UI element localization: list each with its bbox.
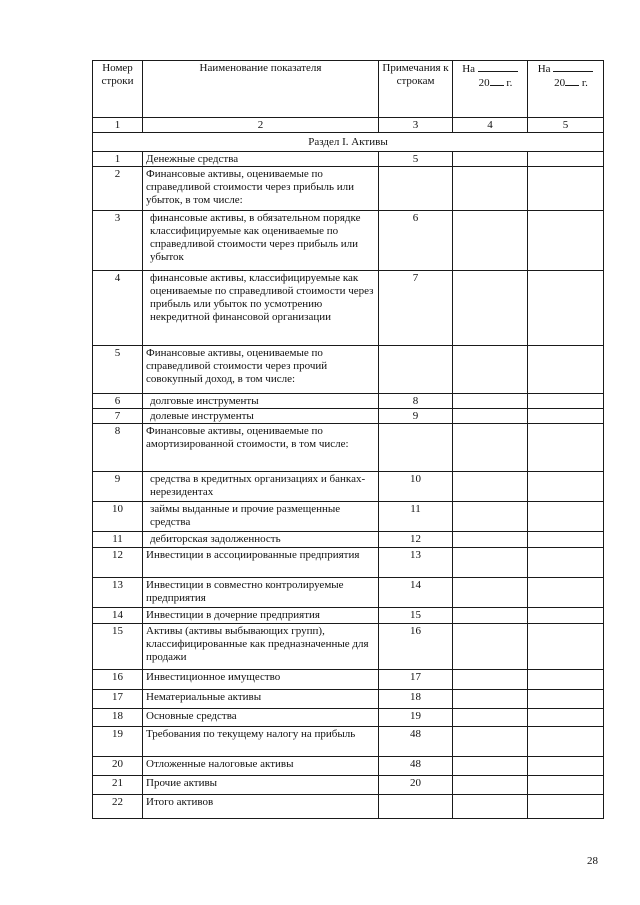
- table-row: [93, 757, 604, 776]
- period-1-date-blank: [478, 62, 518, 72]
- indicator-name: долговые инструменты: [143, 394, 379, 409]
- row-note: 9: [379, 409, 453, 424]
- period-2-value: [528, 167, 604, 211]
- row-number: 12: [93, 548, 143, 578]
- period-1-value: [453, 624, 528, 670]
- row-number: 6: [93, 394, 143, 409]
- period-2-value: [528, 727, 604, 757]
- column-number: 5: [528, 118, 604, 133]
- row-note: 15: [379, 608, 453, 624]
- row-number: 9: [93, 472, 143, 502]
- period-1-value: [453, 776, 528, 795]
- header-period-2: [528, 61, 604, 118]
- row-note: [379, 346, 453, 394]
- period-1-year-blank: [490, 76, 504, 86]
- table-row: [93, 608, 604, 624]
- indicator-name: Инвестиции в ассоциированные предприятия: [143, 548, 379, 578]
- row-number: 5: [93, 346, 143, 394]
- header-period-1: [453, 61, 528, 118]
- table-row: [93, 727, 604, 757]
- period-1-value: [453, 271, 528, 346]
- period-1-value: [453, 709, 528, 727]
- table-row: [93, 211, 604, 271]
- period-1-value: [453, 502, 528, 532]
- row-number: 1: [93, 152, 143, 167]
- period-2-value: [528, 757, 604, 776]
- row-note: 6: [379, 211, 453, 271]
- period-1-value: [453, 152, 528, 167]
- column-numbers-row: [93, 118, 604, 133]
- indicator-name: Нематериальные активы: [143, 690, 379, 709]
- table-row: [93, 670, 604, 690]
- row-number: 16: [93, 670, 143, 690]
- period-2-value: [528, 548, 604, 578]
- table-row: [93, 271, 604, 346]
- table-row: [93, 690, 604, 709]
- indicator-name: Финансовые активы, оцениваемые по амортизированной стоимости, в том числе:: [143, 424, 379, 472]
- table-row: [93, 394, 604, 409]
- row-note: [379, 167, 453, 211]
- indicator-name: Требования по текущему налогу на прибыль: [143, 727, 379, 757]
- period-1-prefix: На: [462, 63, 476, 75]
- period-1-value: [453, 167, 528, 211]
- table-row: [93, 409, 604, 424]
- column-number: 1: [93, 118, 143, 133]
- row-number: 2: [93, 167, 143, 211]
- row-number: 18: [93, 709, 143, 727]
- period-2-value: [528, 578, 604, 608]
- period-2-prefix: На: [537, 63, 551, 75]
- indicator-name: займы выданные и прочие размещенные средства: [143, 502, 379, 532]
- row-number: 13: [93, 578, 143, 608]
- indicator-name: Итого активов: [143, 795, 379, 819]
- period-2-year-suffix: г.: [581, 77, 588, 89]
- indicator-name: Прочие активы: [143, 776, 379, 795]
- table-row: [93, 346, 604, 394]
- table-row: [93, 578, 604, 608]
- row-note: 12: [379, 532, 453, 548]
- row-number: 14: [93, 608, 143, 624]
- row-note: 18: [379, 690, 453, 709]
- period-2-value: [528, 795, 604, 819]
- indicator-name: Инвестиционное имущество: [143, 670, 379, 690]
- row-number: 21: [93, 776, 143, 795]
- row-note: 19: [379, 709, 453, 727]
- table-row: [93, 532, 604, 548]
- period-1-year-suffix: г.: [506, 77, 513, 89]
- indicator-name: Денежные средства: [143, 152, 379, 167]
- indicator-name: Финансовые активы, оцениваемые по справедливой стоимости через прочий совокупный доход, в том числе:: [143, 346, 379, 394]
- period-2-value: [528, 394, 604, 409]
- period-1-value: [453, 409, 528, 424]
- indicator-name: Инвестиции в совместно контролируемые предприятия: [143, 578, 379, 608]
- period-1-value: [453, 757, 528, 776]
- period-2-value: [528, 690, 604, 709]
- period-2-date-blank: [553, 62, 593, 72]
- period-2-value: [528, 472, 604, 502]
- period-2-value: [528, 211, 604, 271]
- period-2-value: [528, 709, 604, 727]
- row-note: 13: [379, 548, 453, 578]
- row-number: 8: [93, 424, 143, 472]
- indicator-name: дебиторская задолженность: [143, 532, 379, 548]
- period-2-value: [528, 346, 604, 394]
- page-number: 28: [587, 855, 598, 867]
- indicator-name: Основные средства: [143, 709, 379, 727]
- indicator-name: Инвестиции в дочерние предприятия: [143, 608, 379, 624]
- row-note: 7: [379, 271, 453, 346]
- period-2-value: [528, 624, 604, 670]
- row-number: 10: [93, 502, 143, 532]
- assets-table: [92, 60, 604, 819]
- period-2-value: [528, 776, 604, 795]
- table-row: [93, 795, 604, 819]
- section-title: Раздел I. Активы: [93, 133, 604, 152]
- period-1-value: [453, 346, 528, 394]
- table-row: [93, 709, 604, 727]
- period-2-value: [528, 152, 604, 167]
- row-number: 20: [93, 757, 143, 776]
- row-number: 17: [93, 690, 143, 709]
- period-2-value: [528, 532, 604, 548]
- row-note: 8: [379, 394, 453, 409]
- period-1-value: [453, 394, 528, 409]
- row-note: 14: [379, 578, 453, 608]
- row-note: 48: [379, 757, 453, 776]
- header-row-number: Номер строки: [93, 61, 143, 118]
- table-header-row: [93, 61, 604, 118]
- period-2-year-blank: [565, 76, 579, 86]
- period-1-value: [453, 472, 528, 502]
- header-indicator-name: Наименование показателя: [143, 61, 379, 118]
- period-1-value: [453, 578, 528, 608]
- table-row: [93, 152, 604, 167]
- row-number: 22: [93, 795, 143, 819]
- period-2-value: [528, 670, 604, 690]
- indicator-name: Финансовые активы, оцениваемые по справедливой стоимости через прибыль или убыток, в том числе:: [143, 167, 379, 211]
- row-note: 17: [379, 670, 453, 690]
- period-1-value: [453, 211, 528, 271]
- period-2-value: [528, 502, 604, 532]
- indicator-name: финансовые активы, классифицируемые как оцениваемые по справедливой стоимости через прибыль или убыток по усмотрению некредитной финансовой организации: [143, 271, 379, 346]
- table-row: [93, 548, 604, 578]
- table-row: [93, 624, 604, 670]
- period-1-value: [453, 532, 528, 548]
- period-1-value: [453, 424, 528, 472]
- row-note: 5: [379, 152, 453, 167]
- period-1-year-prefix: 20: [478, 77, 490, 89]
- period-2-value: [528, 424, 604, 472]
- period-1-value: [453, 690, 528, 709]
- indicator-name: долевые инструменты: [143, 409, 379, 424]
- column-number: 2: [143, 118, 379, 133]
- column-number: 4: [453, 118, 528, 133]
- period-1-value: [453, 608, 528, 624]
- table-row: [93, 424, 604, 472]
- table-row: [93, 167, 604, 211]
- header-notes: Примечания к строкам: [379, 61, 453, 118]
- period-2-value: [528, 608, 604, 624]
- row-note: 16: [379, 624, 453, 670]
- row-number: 7: [93, 409, 143, 424]
- indicator-name: финансовые активы, в обязательном порядке классифицируемые как оцениваемые по справедливой стоимости через прибыль или убыток: [143, 211, 379, 271]
- period-2-value: [528, 409, 604, 424]
- period-2-year-prefix: 20: [554, 77, 566, 89]
- table-row: [93, 472, 604, 502]
- table-row: [93, 502, 604, 532]
- row-note: [379, 795, 453, 819]
- period-1-value: [453, 727, 528, 757]
- table-row: [93, 776, 604, 795]
- row-note: 11: [379, 502, 453, 532]
- indicator-name: Активы (активы выбывающих групп), классифицированные как предназначенные для продажи: [143, 624, 379, 670]
- column-number: 3: [379, 118, 453, 133]
- row-number: 3: [93, 211, 143, 271]
- row-note: 48: [379, 727, 453, 757]
- row-number: 11: [93, 532, 143, 548]
- row-number: 4: [93, 271, 143, 346]
- indicator-name: Отложенные налоговые активы: [143, 757, 379, 776]
- row-note: 20: [379, 776, 453, 795]
- row-number: 15: [93, 624, 143, 670]
- section-row: [93, 133, 604, 152]
- period-1-value: [453, 548, 528, 578]
- period-1-value: [453, 795, 528, 819]
- indicator-name: средства в кредитных организациях и банках-нерезидентах: [143, 472, 379, 502]
- row-note: 10: [379, 472, 453, 502]
- row-number: 19: [93, 727, 143, 757]
- row-note: [379, 424, 453, 472]
- period-2-value: [528, 271, 604, 346]
- period-1-value: [453, 670, 528, 690]
